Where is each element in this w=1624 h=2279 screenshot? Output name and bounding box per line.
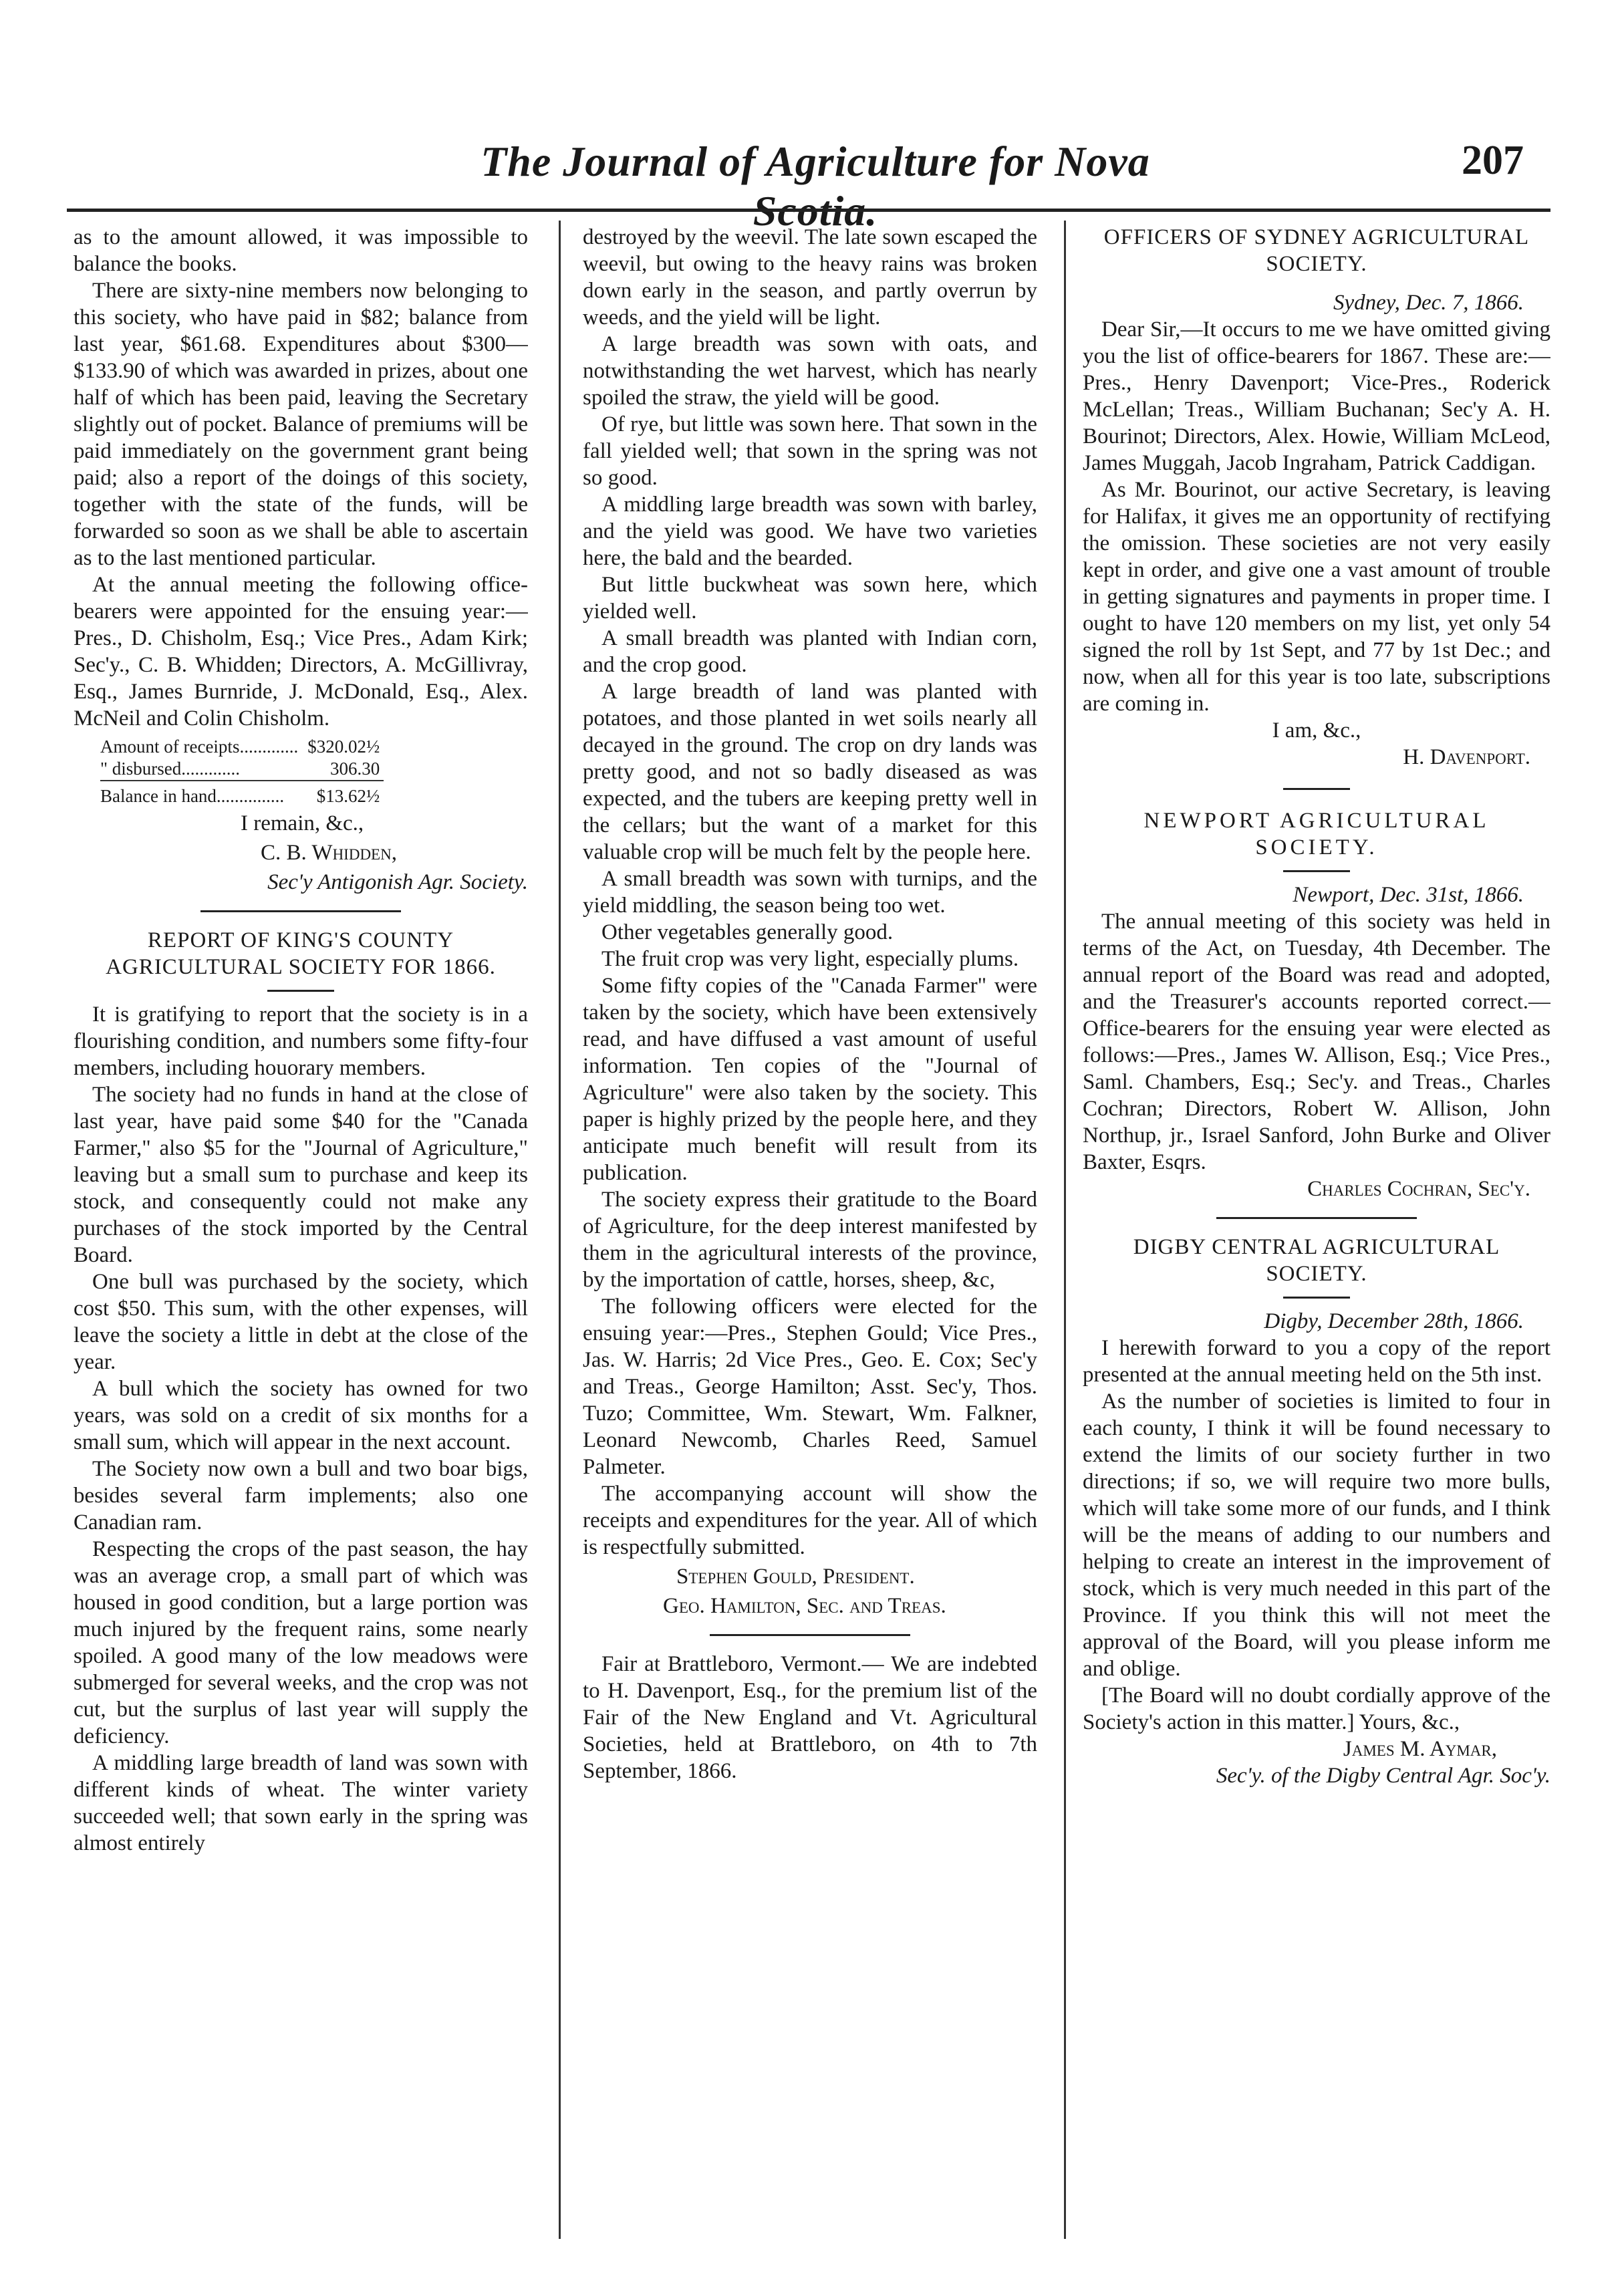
paragraph: I herewith forward to you a copy of the report presented at the annual meeting held on the 5th inst.	[1083, 1336, 1550, 1387]
disbursed-value: 306.30	[329, 759, 380, 779]
paragraph: At the annual meeting the following office-bearers were appointed for the ensuing year:—Pres., D. Chisholm, Esq.; Vice Pres., Adam Kirk; Sec'y., C. B. Whidden; Directors, A. McGillivray, Esq., James Burnride, J. McDonald, Esq., Alex. McNeil and Colin Chisholm.	[74, 573, 528, 730]
paragraph: Other vegetables generally good.	[601, 920, 894, 944]
paragraph: as to the amount allowed, it was impossible to balance the books.	[74, 225, 528, 276]
account-table	[100, 736, 384, 807]
page-number: 207	[1462, 138, 1524, 183]
paragraph: As the number of societies is limited to four in each county, I think it will be found necessary to extend the limits of our society further in two directions; if so, we will require two more bulls, which will take some more of our funds, and I think will be the means of adding to our numbers and helping to create an interest in the improvement of stock, which is very much needed in this part of the Province. If you think this will not meet the approval of the Board, will you please inform me and oblige.	[1083, 1389, 1550, 1681]
paragraph: Some fifty copies of the "Canada Farmer" were taken by the society, which have been extensively read, and have diffused a vast amount of useful information. Ten copies of the "Journal of Agriculture" were also taken by the society. This paper is highly prized by the people here, and they anticipate much benefit will result from its publication.	[583, 974, 1037, 1185]
paragraph: Of rye, but little was sown here. That sown in the fall yielded well; that sown in the spring was not so good.	[583, 412, 1037, 490]
signature: H. Davenport.	[1403, 745, 1530, 769]
receipts-value: $320.02½	[307, 736, 380, 757]
signature-title: Sec'y Antigonish Agr. Society.	[267, 870, 528, 894]
paragraph: The accompanying account will show the receipts and expenditures for the year. All of which is respectfully submitted.	[583, 1482, 1037, 1559]
heading-rule	[1283, 870, 1350, 872]
paragraph: A bull which the society has owned for two years, was sold on a credit of six months for a small sum, which will appear in the next account.	[74, 1377, 528, 1454]
paragraph: A large breadth of land was planted with potatoes, and those planted in wet soils nearly all decayed in the ground. The crop on dry lands was pretty good, and not so badly diseased as was expected, and the tubers are keeping pretty well in the cellars; but the want of a market for this valuable crop will be much felt by the people here.	[583, 680, 1037, 864]
paragraph: The society express their gratitude to the Board of Agriculture, for the deep interest manifested by them in the agricultural interests of the province, by the importation of cattle, horses, sheep, &c,	[583, 1188, 1037, 1292]
account-row	[100, 781, 384, 807]
paragraph: A middling large breadth of land was sown with different kinds of wheat. The winter variety succeeded well; that sown early in the spring was almost entirely	[74, 1751, 528, 1855]
heading-rule	[1283, 1297, 1350, 1299]
column-2	[583, 224, 1037, 2236]
spacer	[1083, 277, 1550, 289]
paragraph: [The Board will no doubt cordially approve of the Society's action in this matter.] Yours, &c.,	[1083, 1684, 1550, 1734]
closing: I remain, &c.,	[241, 811, 364, 835]
signature: James M. Aymar,	[1343, 1737, 1497, 1761]
signature-title: Sec'y. of the Digby Central Agr. Soc'y.	[1216, 1764, 1550, 1788]
paragraph: Dear Sir,—It occurs to me we have omitted giving you the list of office-bearers for 1867. These are:—Pres., Henry Davenport; Vice-Pres., Roderick McLellan; Treas., William Buchanan; Sec'y A. H. Bourinot; Directors, Alex. Howie, William McLeod, James Muggah, Jacob Ingraham, Patrick Caddigan.	[1083, 317, 1550, 475]
column-divider-1	[559, 221, 561, 2239]
disbursed-label: " disbursed.............	[100, 759, 241, 779]
heading-rule	[267, 990, 334, 992]
paragraph: There are sixty-nine members now belonging to this society, who have paid in $82; balance from last year, $61.68. Expenditures about $300—$133.90 of which was awarded in prizes, about one half of which has been paid, leaving the Secretary slightly out of pocket. Balance of premiums will be paid immediately on the government grant being paid; also a report of the doings of this society, together with the state of the funds, will be forwarded so soon as we shall be able to ascertain as to the last mentioned particular.	[74, 279, 528, 570]
account-row	[100, 758, 384, 781]
signature: Charles Cochran, Sec'y.	[1307, 1177, 1530, 1201]
balance-label: Balance in hand...............	[100, 781, 302, 807]
section-rule	[1283, 788, 1350, 790]
signature: C. B. Whidden,	[261, 841, 397, 865]
column-divider-2	[1064, 221, 1066, 2239]
section-heading: DIGBY CENTRAL AGRICULTURAL SOCIETY.	[1133, 1235, 1500, 1286]
paragraph: It is gratifying to report that the society is in a flourishing condition, and numbers some fifty-four members, including houorary members.	[74, 1002, 528, 1080]
paragraph: The following officers were elected for the ensuing year:—Pres., Stephen Gould; Vice Pres., Jas. W. Harris; 2d Vice Pres., Geo. E. Cox; Sec'y and Treas., George Hamilton; Asst. Sec'y, Thos. Tuzo; Committee, Wm. Stewart, Wm. Falkner, Leonard Newcomb, Charles Reed, Samuel Palmeter.	[583, 1295, 1037, 1479]
paragraph: The Society now own a bull and two boar bigs, besides several farm implements; also one Canadian ram.	[74, 1457, 528, 1534]
fair-notice: Fair at Brattleboro, Vermont.— We are indebted to H. Davenport, Esq., for the premium list of the Fair of the New England and Vt. Agricultural Societies, held at Brattleboro, on 4th to 7th September, 1866.	[583, 1652, 1037, 1783]
balance-value: $13.62½	[302, 781, 384, 807]
paragraph: As Mr. Bourinot, our active Secretary, is leaving for Halifax, it gives me an opportunity of rectifying the omission. These societies are not very easily kept in order, and give one a vast amount of trouble in getting signatures and payments in proper time. I ought to have 120 members on my list, yet only 54 signed the roll by 1st Sept, and 77 by 1st Dec.; and now, when all for this year is too late, subscriptions are coming in.	[1083, 478, 1550, 716]
masthead-title: The Journal of Agriculture for Nova Scotia.	[481, 138, 1150, 235]
dateline: Digby, December 28th, 1866.	[1264, 1309, 1524, 1333]
paragraph: The annual meeting of this society was held in terms of the Act, on Tuesday, 4th December. The annual report of the Board was read and adopted, and the Treasurer's accounts reported correct.— Office-bearers for the ensuing year were elected as follows:—Pres., James W. Allison, Esq.; Vice Pres., Saml. Chambers, Esq.; Sec'y. and Treas., Charles Cochran; Directors, Robert W. Allison, John Northup, jr., Israel Sanford, John Burke and Oliver Baxter, Esqrs.	[1083, 910, 1550, 1174]
receipts-label: Amount of receipts.............	[100, 736, 299, 757]
paragraph: destroyed by the weevil. The late sown escaped the weevil, but owing to the heavy rains was broken down early in the season, and partly overrun by weeds, and the yield will be light.	[583, 225, 1037, 329]
paragraph: The society had no funds in hand at the close of last year, have paid some $40 for the "Canada Farmer," also $5 for the "Journal of Agriculture," leaving but a small sum to purchase and keep its stock, and consequently could not make any purchases of the stock imported by the Central Board.	[74, 1083, 528, 1267]
account-row	[100, 736, 384, 758]
section-heading: NEWPORT AGRICULTURAL SOCIETY.	[1143, 809, 1490, 859]
signature: Geo. Hamilton, Sec. and Treas.	[663, 1594, 946, 1618]
column-1	[74, 224, 528, 2236]
paragraph: A large breadth was sown with oats, and notwithstanding the wet harvest, which has nearly spoiled the straw, the yield will be good.	[583, 332, 1037, 410]
column-3	[1083, 224, 1550, 2236]
section-heading: REPORT OF KING'S COUNTY AGRICULTURAL SOCIETY FOR 1866.	[106, 928, 496, 979]
section-rule	[200, 910, 401, 912]
section-rule	[1216, 1217, 1417, 1219]
dateline: Sydney, Dec. 7, 1866.	[1333, 291, 1524, 315]
signature: Stephen Gould, President.	[676, 1565, 915, 1589]
dateline: Newport, Dec. 31st, 1866.	[1293, 883, 1524, 907]
paragraph: The fruit crop was very light, especially plums.	[601, 947, 1019, 971]
section-heading: OFFICERS OF SYDNEY AGRICULTURAL SOCIETY.	[1103, 225, 1530, 276]
paragraph: But little buckwheat was sown here, which yielded well.	[583, 573, 1037, 624]
paragraph: Respecting the crops of the past season, the hay was an average crop, a small part of which was housed in good condition, but a large portion was much injured by the frequent rains, some nearly spoiled. A good many of the low meadows were submerged for several weeks, and the crop was not cut, but the surplus of last year will supply the deficiency.	[74, 1537, 528, 1748]
paragraph: One bull was purchased by the society, which cost $50. This sum, with the other expenses, will leave the society a little in debt at the close of the year.	[74, 1270, 528, 1374]
paragraph: A middling large breadth was sown with barley, and the yield was good. We have two varieties here, the bald and the bearded.	[583, 493, 1037, 570]
header-rule	[67, 209, 1550, 212]
closing: I am, &c.,	[1272, 718, 1361, 743]
section-rule	[710, 1634, 910, 1636]
paragraph: A small breadth was sown with turnips, and the yield middling, the season being too wet.	[583, 867, 1037, 918]
page-header	[74, 137, 1550, 235]
paragraph: A small breadth was planted with Indian corn, and the crop good.	[583, 626, 1037, 677]
